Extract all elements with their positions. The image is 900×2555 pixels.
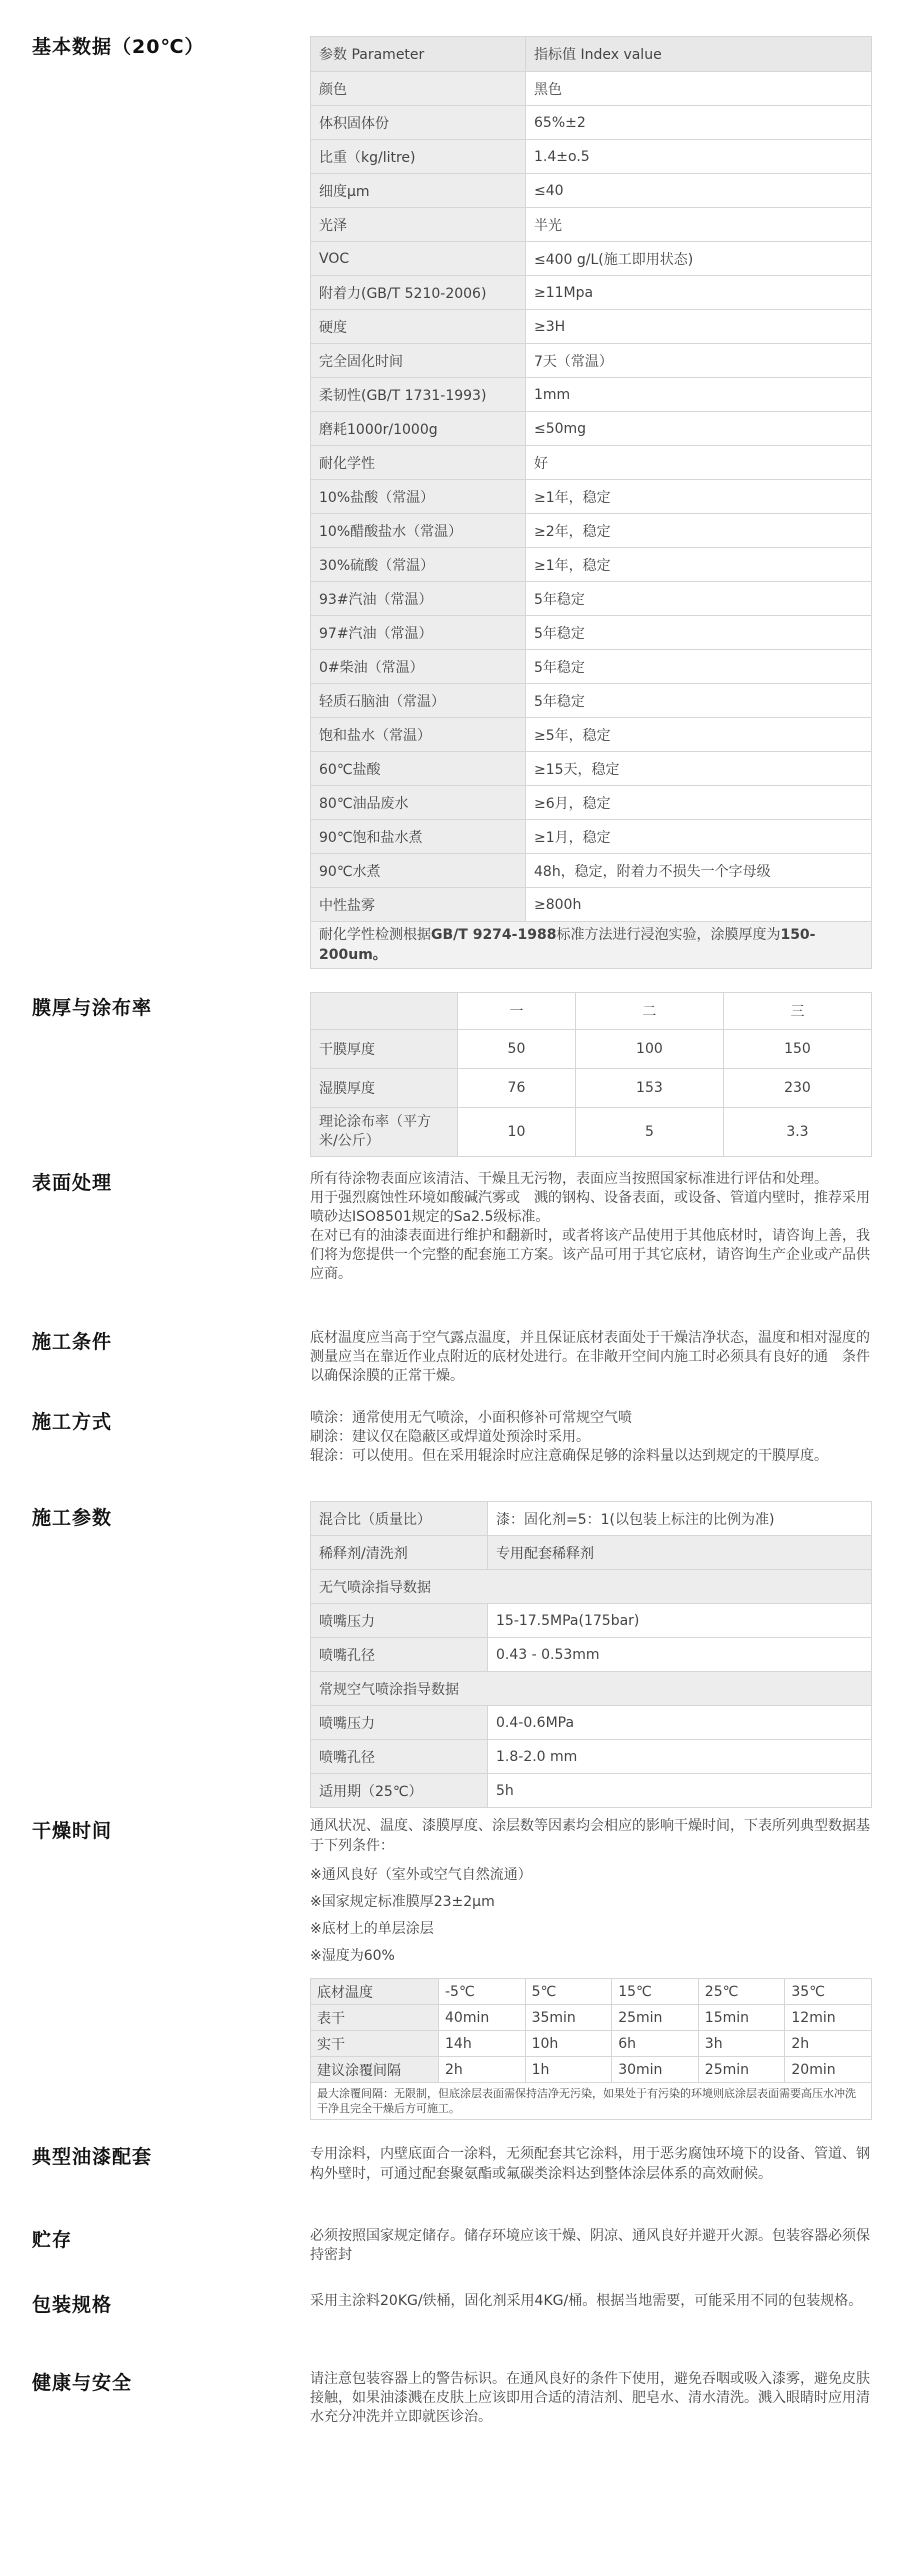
parameter-name: 颜色: [311, 72, 526, 106]
parameter-value: 65%±2: [526, 106, 872, 140]
condition-item: ※底材上的单层涂层: [310, 1921, 434, 1937]
row-label: 干膜厚度: [311, 1030, 458, 1069]
parameter-name: 耐化学性: [311, 446, 526, 480]
parameter-value: 半光: [526, 208, 872, 242]
parameter-name: 轻质石脑油（常温）: [311, 684, 526, 718]
parameter-value: ≥1月，稳定: [526, 820, 872, 854]
airless-pressure-label: 喷嘴压力: [311, 1604, 488, 1638]
section-title-safety: 健康与安全: [32, 2372, 133, 2394]
parameter-name: 光泽: [311, 208, 526, 242]
parameter-name: 磨耗1000r/1000g: [311, 412, 526, 446]
table-row: [311, 208, 872, 242]
paragraph: 喷涂：通常使用无气喷涂，小面积修补可常规空气喷: [310, 1410, 632, 1426]
section-title-packing: 包装规格: [32, 2294, 113, 2316]
mix-ratio-label: 混合比（质量比）: [311, 1502, 488, 1536]
cell: 25min: [698, 2057, 785, 2083]
header-parameter: 参数 Parameter: [311, 37, 526, 72]
table-header-row: [311, 1979, 872, 2005]
table-row: [311, 276, 872, 310]
paragraph: 请注意包装容器上的警告标识。在通风良好的条件下使用，避免吞咽或吸入漆雾，避免皮肤接触，如果油漆溅在皮肤上应该即用合适的清洁剂、肥皂水、清水清洗。溅入眼睛时应用清水充分冲洗并立即就医诊治。: [310, 2371, 870, 2425]
params-table: [310, 1501, 872, 1808]
header-index-value: 指标值 Index value: [526, 37, 872, 72]
cell: 20min: [785, 2057, 872, 2083]
cell: 15min: [698, 2005, 785, 2031]
section-title-system: 典型油漆配套: [32, 2146, 153, 2168]
parameter-value: ≥800h: [526, 888, 872, 922]
table-row: [311, 310, 872, 344]
table-row: [311, 480, 872, 514]
parameter-name: 细度μm: [311, 174, 526, 208]
parameter-value: 5年稳定: [526, 582, 872, 616]
parameter-name: 60℃盐酸: [311, 752, 526, 786]
parameter-value: ≥1年，稳定: [526, 480, 872, 514]
table-row: [311, 1706, 872, 1740]
parameter-value: ≥11Mpa: [526, 276, 872, 310]
paragraph: 刷涂：建议仅在隐蔽区或焊道处预涂时采用。: [310, 1429, 590, 1445]
cell: 2h: [439, 2057, 526, 2083]
parameter-value: ≤40: [526, 174, 872, 208]
parameter-name: 10%醋酸盐水（常温）: [311, 514, 526, 548]
table-row: [311, 548, 872, 582]
parameter-value: ≤400 g/L(施工即用状态): [526, 242, 872, 276]
table-row: [311, 412, 872, 446]
parameter-name: 10%盐酸（常温）: [311, 480, 526, 514]
table-row: [311, 1672, 872, 1706]
parameter-name: 80℃油品废水: [311, 786, 526, 820]
parameter-name: 比重（kg/litre): [311, 140, 526, 174]
table-row: [311, 718, 872, 752]
recoat-note: 最大涂覆间隔：无限制，但底涂层表面需保持洁净无污染，如果处于有污染的环境则底涂层表面需要高压水冲洗干净且完全干燥后方可施工。: [311, 2083, 872, 2120]
cell: 230: [723, 1069, 871, 1108]
table-row: [311, 582, 872, 616]
table-row: [311, 786, 872, 820]
cell: 6h: [612, 2031, 699, 2057]
table-row: [311, 242, 872, 276]
cell: 50: [458, 1030, 576, 1069]
section-title-surface: 表面处理: [32, 1172, 113, 1194]
thinner-value: 专用配套稀释剂: [488, 1536, 872, 1570]
header-coat-2: 二: [575, 993, 723, 1030]
parameter-name: 中性盐雾: [311, 888, 526, 922]
header-coat-1: 一: [458, 993, 576, 1030]
table-row: [311, 2031, 872, 2057]
table-row: [311, 820, 872, 854]
table-header-row: [311, 993, 872, 1030]
note-emphasis: GB/T 9274-1988: [431, 927, 557, 943]
table-row: [311, 174, 872, 208]
paragraph: 所有待涂物表面应该清洁、干燥且无污物，表面应当按照国家标准进行评估和处理。: [310, 1171, 828, 1187]
table-row: [311, 72, 872, 106]
parameter-name: 30%硫酸（常温）: [311, 548, 526, 582]
header-temp: -5℃: [439, 1979, 526, 2005]
section-title-method: 施工方式: [32, 1411, 113, 1433]
condition-item: ※国家规定标准膜厚23±2μm: [310, 1894, 495, 1910]
drying-table: [310, 1978, 872, 2120]
cell: 14h: [439, 2031, 526, 2057]
note-text: 标准方法进行浸泡实验，涂膜厚度为: [556, 927, 781, 943]
cell: 76: [458, 1069, 576, 1108]
condition-item: ※湿度为60%: [310, 1948, 395, 1964]
cell: 2h: [785, 2031, 872, 2057]
header-substrate-temp: 底材温度: [311, 1979, 439, 2005]
table-row: [311, 378, 872, 412]
table-row: [311, 888, 872, 922]
paragraph: 必须按照国家规定储存。储存环境应该干燥、阴凉、通风良好并避开火源。包装容器必须保持密封: [310, 2228, 870, 2263]
cell: 100: [575, 1030, 723, 1069]
parameter-value: ≥6月，稳定: [526, 786, 872, 820]
table-row: [311, 1604, 872, 1638]
parameter-value: 48h，稳定，附着力不损失一个字母级: [526, 854, 872, 888]
parameter-name: 0#柴油（常温）: [311, 650, 526, 684]
table-row: [311, 1030, 872, 1069]
parameter-value: 1.4±o.5: [526, 140, 872, 174]
chemical-resistance-note: [311, 922, 872, 969]
table-row: [311, 650, 872, 684]
header-temp: 35℃: [785, 1979, 872, 2005]
mix-ratio-value: 漆：固化剂=5：1(以包装上标注的比例为准): [488, 1502, 872, 1536]
header-temp: 15℃: [612, 1979, 699, 2005]
header-temp: 25℃: [698, 1979, 785, 2005]
section-title-film: 膜厚与涂布率: [32, 997, 153, 1019]
air-pressure-value: 0.4-0.6MPa: [488, 1706, 872, 1740]
table-row: [311, 1740, 872, 1774]
parameter-name: 完全固化时间: [311, 344, 526, 378]
parameter-value: ≥3H: [526, 310, 872, 344]
cell: 35min: [525, 2005, 612, 2031]
cell: 1h: [525, 2057, 612, 2083]
parameter-name: 体积固体份: [311, 106, 526, 140]
air-spray-title: 常规空气喷涂指导数据: [311, 1672, 872, 1706]
cell: 10h: [525, 2031, 612, 2057]
air-pressure-label: 喷嘴压力: [311, 1706, 488, 1740]
table-row: [311, 1069, 872, 1108]
parameter-value: ≥15天，稳定: [526, 752, 872, 786]
header-temp: 5℃: [525, 1979, 612, 2005]
parameter-value: ≤50mg: [526, 412, 872, 446]
parameter-name: 93#汽油（常温）: [311, 582, 526, 616]
section-title-params: 施工参数: [32, 1507, 113, 1529]
table-row: [311, 140, 872, 174]
airless-title: 无气喷涂指导数据: [311, 1570, 872, 1604]
paragraph: 用于强烈腐蚀性环境如酸碱汽雾或 溅的钢构、设备表面，或设备、管道内壁时，推荐采用喷砂达ISO8501规定的Sa2.5级标准。: [310, 1190, 870, 1225]
parameter-value: 1mm: [526, 378, 872, 412]
potlife-value: 5h: [488, 1774, 872, 1808]
table-row: [311, 616, 872, 650]
cell: 10: [458, 1108, 576, 1157]
parameter-value: 黑色: [526, 72, 872, 106]
parameter-name: 97#汽油（常温）: [311, 616, 526, 650]
table-row: [311, 2005, 872, 2031]
table-row: [311, 2057, 872, 2083]
paragraph: 辊涂：可以使用。但在采用辊涂时应注意确保足够的涂料量以达到规定的干膜厚度。: [310, 1448, 828, 1464]
parameter-name: VOC: [311, 242, 526, 276]
parameter-value: ≥1年，稳定: [526, 548, 872, 582]
parameter-name: 饱和盐水（常温）: [311, 718, 526, 752]
table-row: [311, 2083, 872, 2120]
airless-nozzle-label: 喷嘴孔径: [311, 1638, 488, 1672]
cell: 3h: [698, 2031, 785, 2057]
section-title-storage: 贮存: [32, 2229, 73, 2251]
section-title-basic-data: 基本数据（20℃）: [32, 36, 205, 58]
parameter-value: ≥2年，稳定: [526, 514, 872, 548]
table-row: [311, 106, 872, 140]
parameter-name: 柔韧性(GB/T 1731-1993): [311, 378, 526, 412]
table-row: [311, 1536, 872, 1570]
cell: 150: [723, 1030, 871, 1069]
thinner-label: 稀释剂/清洗剂: [311, 1536, 488, 1570]
potlife-label: 适用期（25℃）: [311, 1774, 488, 1808]
basic-data-table: [310, 36, 872, 969]
section-title-drying: 干燥时间: [32, 1820, 113, 1842]
airless-pressure-value: 15-17.5MPa(175bar): [488, 1604, 872, 1638]
section-title-conditions: 施工条件: [32, 1331, 113, 1353]
table-row: [311, 752, 872, 786]
cell: 5: [575, 1108, 723, 1157]
table-row: [311, 1502, 872, 1536]
paragraph: 底材温度应当高于空气露点温度，并且保证底材表面处于干燥洁净状态，温度和相对湿度的测量应当在靠近作业点附近的底材处进行。在非敞开空间内施工时必须具有良好的通 条件以确保涂膜的正常干燥。: [310, 1330, 870, 1384]
cell: 3.3: [723, 1108, 871, 1157]
table-row: [311, 922, 872, 969]
parameter-name: 硬度: [311, 310, 526, 344]
parameter-value: ≥5年，稳定: [526, 718, 872, 752]
table-row: [311, 446, 872, 480]
row-label: 表干: [311, 2005, 439, 2031]
header-empty: [311, 993, 458, 1030]
parameter-name: 附着力(GB/T 5210-2006): [311, 276, 526, 310]
cell: 12min: [785, 2005, 872, 2031]
air-nozzle-label: 喷嘴孔径: [311, 1740, 488, 1774]
cell: 30min: [612, 2057, 699, 2083]
table-row: [311, 854, 872, 888]
table-row: [311, 1108, 872, 1157]
table-row: [311, 1638, 872, 1672]
table-row: [311, 1570, 872, 1604]
note-text: 耐化学性检测根据: [319, 927, 431, 943]
table-row: [311, 684, 872, 718]
header-coat-3: 三: [723, 993, 871, 1030]
row-label: 建议涂覆间隔: [311, 2057, 439, 2083]
note-emphasis: 150-200um。: [319, 927, 816, 963]
table-row: [311, 514, 872, 548]
paragraph: 专用涂料，内壁底面合一涂料，无须配套其它涂料，用于恶劣腐蚀环境下的设备、管道、钢构外壁时，可通过配套聚氨酯或氟碳类涂料达到整体涂层体系的高效耐候。: [310, 2146, 870, 2182]
parameter-value: 好: [526, 446, 872, 480]
cell: 25min: [612, 2005, 699, 2031]
cell: 153: [575, 1069, 723, 1108]
condition-item: ※通风良好（室外或空气自然流通）: [310, 1867, 532, 1883]
parameter-value: 5年稳定: [526, 616, 872, 650]
air-nozzle-value: 1.8-2.0 mm: [488, 1740, 872, 1774]
paragraph: 通风状况、温度、漆膜厚度、涂层数等因素均会相应的影响干燥时间，下表所列典型数据基于下列条件：: [310, 1818, 870, 1854]
parameter-value: 7天（常温）: [526, 344, 872, 378]
parameter-name: 90℃饱和盐水煮: [311, 820, 526, 854]
parameter-name: 90℃水煮: [311, 854, 526, 888]
row-label: 理论涂布率（平方米/公斤）: [311, 1108, 458, 1157]
airless-nozzle-value: 0.43 - 0.53mm: [488, 1638, 872, 1672]
row-label: 实干: [311, 2031, 439, 2057]
parameter-value: 5年稳定: [526, 684, 872, 718]
table-header-row: [311, 37, 872, 72]
paragraph: 在对已有的油漆表面进行维护和翻新时，或者将该产品使用于其他底材时，请咨询上善，我们将为您提供一个完整的配套施工方案。该产品可用于其它底材，请咨询生产企业或产品供应商。: [310, 1228, 870, 1282]
row-label: 湿膜厚度: [311, 1069, 458, 1108]
film-table: [310, 992, 872, 1157]
table-row: [311, 344, 872, 378]
table-row: [311, 1774, 872, 1808]
parameter-value: 5年稳定: [526, 650, 872, 684]
cell: 40min: [439, 2005, 526, 2031]
paragraph: 采用主涂料20KG/铁桶，固化剂采用4KG/桶。根据当地需要，可能采用不同的包装规格。: [310, 2293, 863, 2309]
